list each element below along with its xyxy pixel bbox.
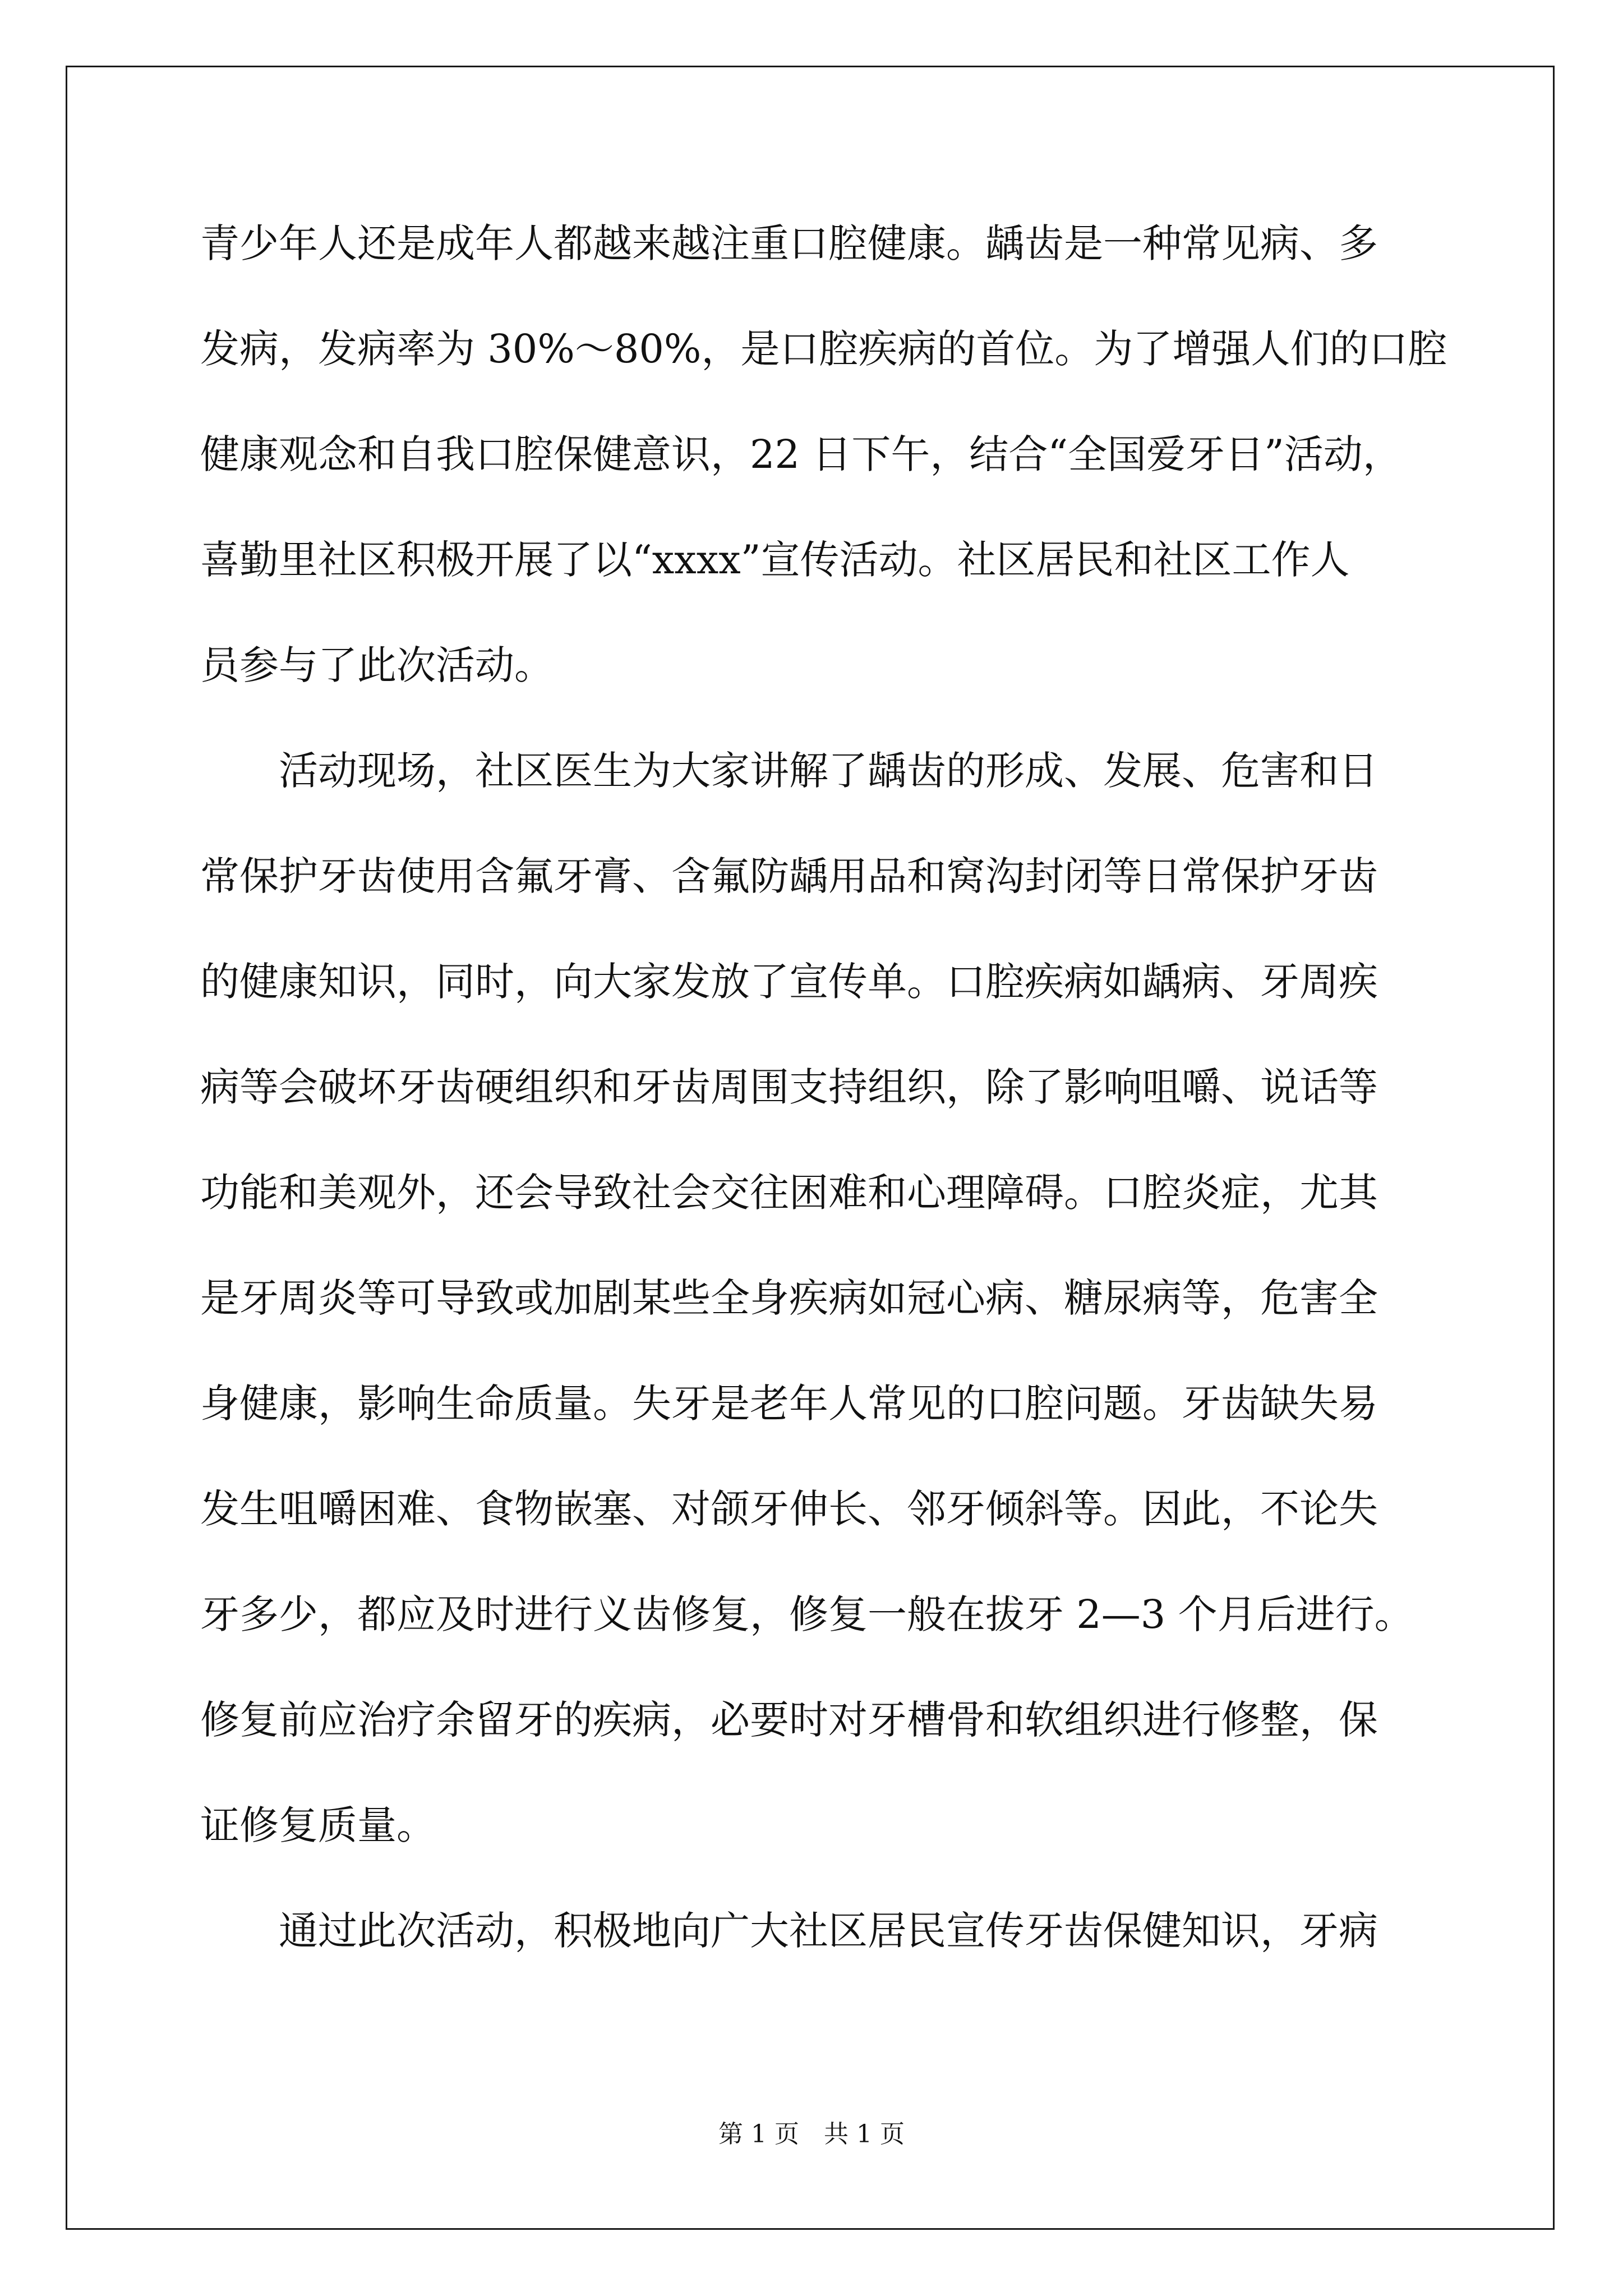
text-line: 员参与了此次活动。 [200, 642, 554, 688]
page-footer [0, 2114, 1623, 2150]
document-body [200, 191, 1447, 1984]
text-line: 身健康，影响生命质量。失牙是老年人常见的口腔问题。牙齿缺失易 [200, 1381, 1378, 1427]
text-line: 通过此次活动，积极地向广大社区居民宣传牙齿保健知识，牙病 [200, 1908, 1378, 1954]
text-line: 健康观念和自我口腔保健意识，22 日下午，结合“全国爱牙日”活动， [200, 431, 1402, 477]
page-total: 共 1 页 [824, 2120, 905, 2148]
text-line: 是牙周炎等可导致或加剧某些全身疾病如冠心病、糖尿病等，危害全 [200, 1275, 1378, 1321]
text-line: 病等会破坏牙齿硬组织和牙齿周围支持组织，除了影响咀嚼、说话等 [200, 1064, 1378, 1110]
page-number: 第 1 页 [718, 2120, 799, 2148]
text-line: 青少年人还是成年人都越来越注重口腔健康。龋齿是一种常见病、多 [200, 220, 1378, 266]
text-line: 发病，发病率为 30%～80%，是口腔疾病的首位。为了增强人们的口腔 [200, 326, 1447, 372]
text-line: 喜勤里社区积极开展了以“xxxx”宣传活动。社区居民和社区工作人 [200, 537, 1350, 583]
text-line: 活动现场，社区医生为大家讲解了龋齿的形成、发展、危害和日 [200, 748, 1378, 794]
text-line: 牙多少，都应及时进行义齿修复，修复一般在拔牙 2—3 个月后进行。 [200, 1591, 1414, 1637]
text-line: 修复前应治疗余留牙的疾病，必要时对牙槽骨和软组织进行修整，保 [200, 1697, 1378, 1743]
text-line: 功能和美观外，还会导致社会交往困难和心理障碍。口腔炎症，尤其 [200, 1170, 1378, 1216]
text-line: 发生咀嚼困难、食物嵌塞、对颌牙伸长、邻牙倾斜等。因此，不论失 [200, 1486, 1378, 1532]
text-line: 的健康知识，同时，向大家发放了宣传单。口腔疾病如龋病、牙周疾 [200, 959, 1378, 1005]
text-line: 证修复质量。 [200, 1802, 436, 1848]
text-line: 常保护牙齿使用含氟牙膏、含氟防龋用品和窝沟封闭等日常保护牙齿 [200, 853, 1378, 899]
